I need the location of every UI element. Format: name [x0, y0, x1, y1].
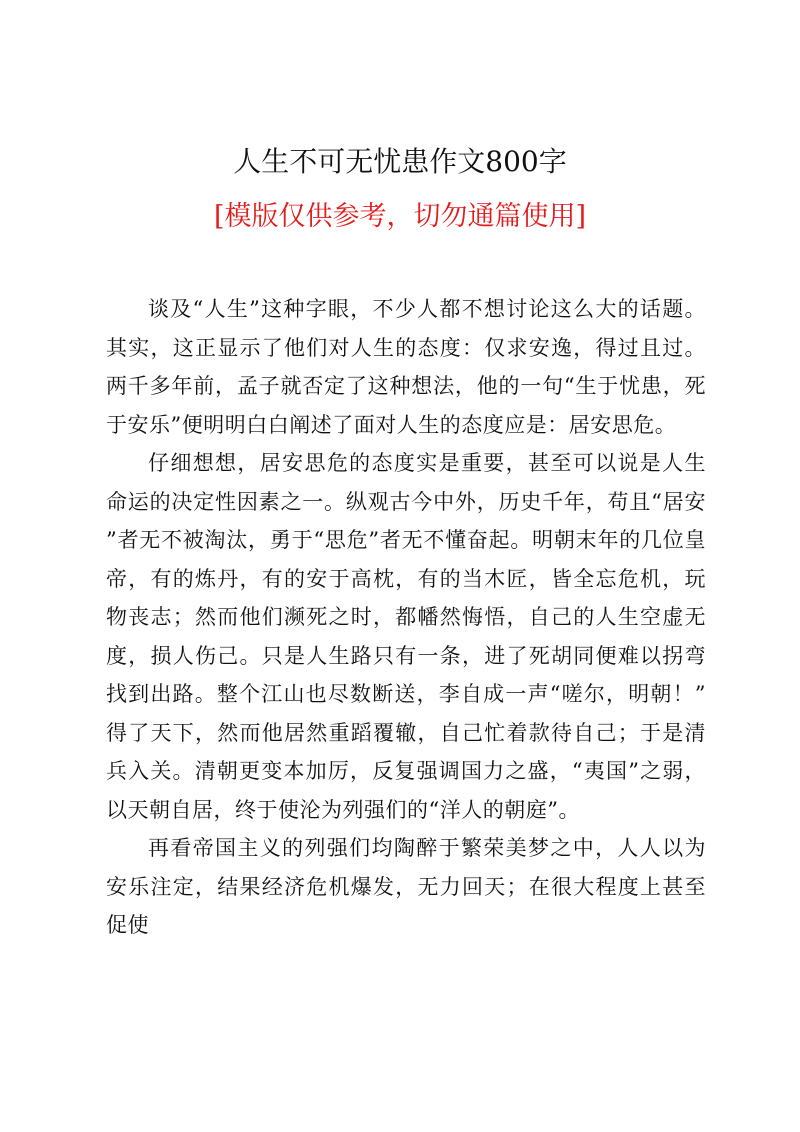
document-title: 人生不可无忧患作文800字 [233, 145, 567, 178]
paragraph: 仔细想想，居安思危的态度实是重要，甚至可以说是人生命运的决定性因素之一。纵观古今中外，历史千年，苟且“居安”者无不被淘汰，勇于“思危”者无不懂奋起。明朝末年的几位皇帝，有的炼丹，有的安于高枕，有的当木匠，皆全忘危机，玩物丧志；然而他们濒死之时，都幡然悔悟，自己的人生空虚无度，损人伤己。只是人生路只有一条，进了死胡同便难以拐弯找到出路。整个江山也尽数断送，李自成一声“嗟尔，明朝！”得了天下，然而他居然重蹈覆辙，自己忙着款待自己；于是清兵入关。清朝更变本加厉，反复强调国力之盛，“夷国”之弱，以天朝自居，终于使沦为列强们的“洋人的朝庭”。 [106, 451, 706, 822]
paragraph: 谈及“人生”这种字眼，不少人都不想讨论这么大的话题。其实，这正显示了他们对人生的态度：仅求安逸，得过且过。两千多年前，孟子就否定了这种想法，他的一句“生于忧患，死于安乐”便明明白白阐述了面对人生的态度应是：居安思危。 [106, 297, 706, 437]
document-body [106, 290, 706, 945]
paragraph: 再看帝国主义的列强们均陶醉于繁荣美梦之中，人人以为安乐注定，结果经济危机爆发，无力回天；在很大程度上甚至促使 [106, 836, 706, 937]
template-notice: [模版仅供参考，切勿通篇使用] [213, 201, 587, 232]
